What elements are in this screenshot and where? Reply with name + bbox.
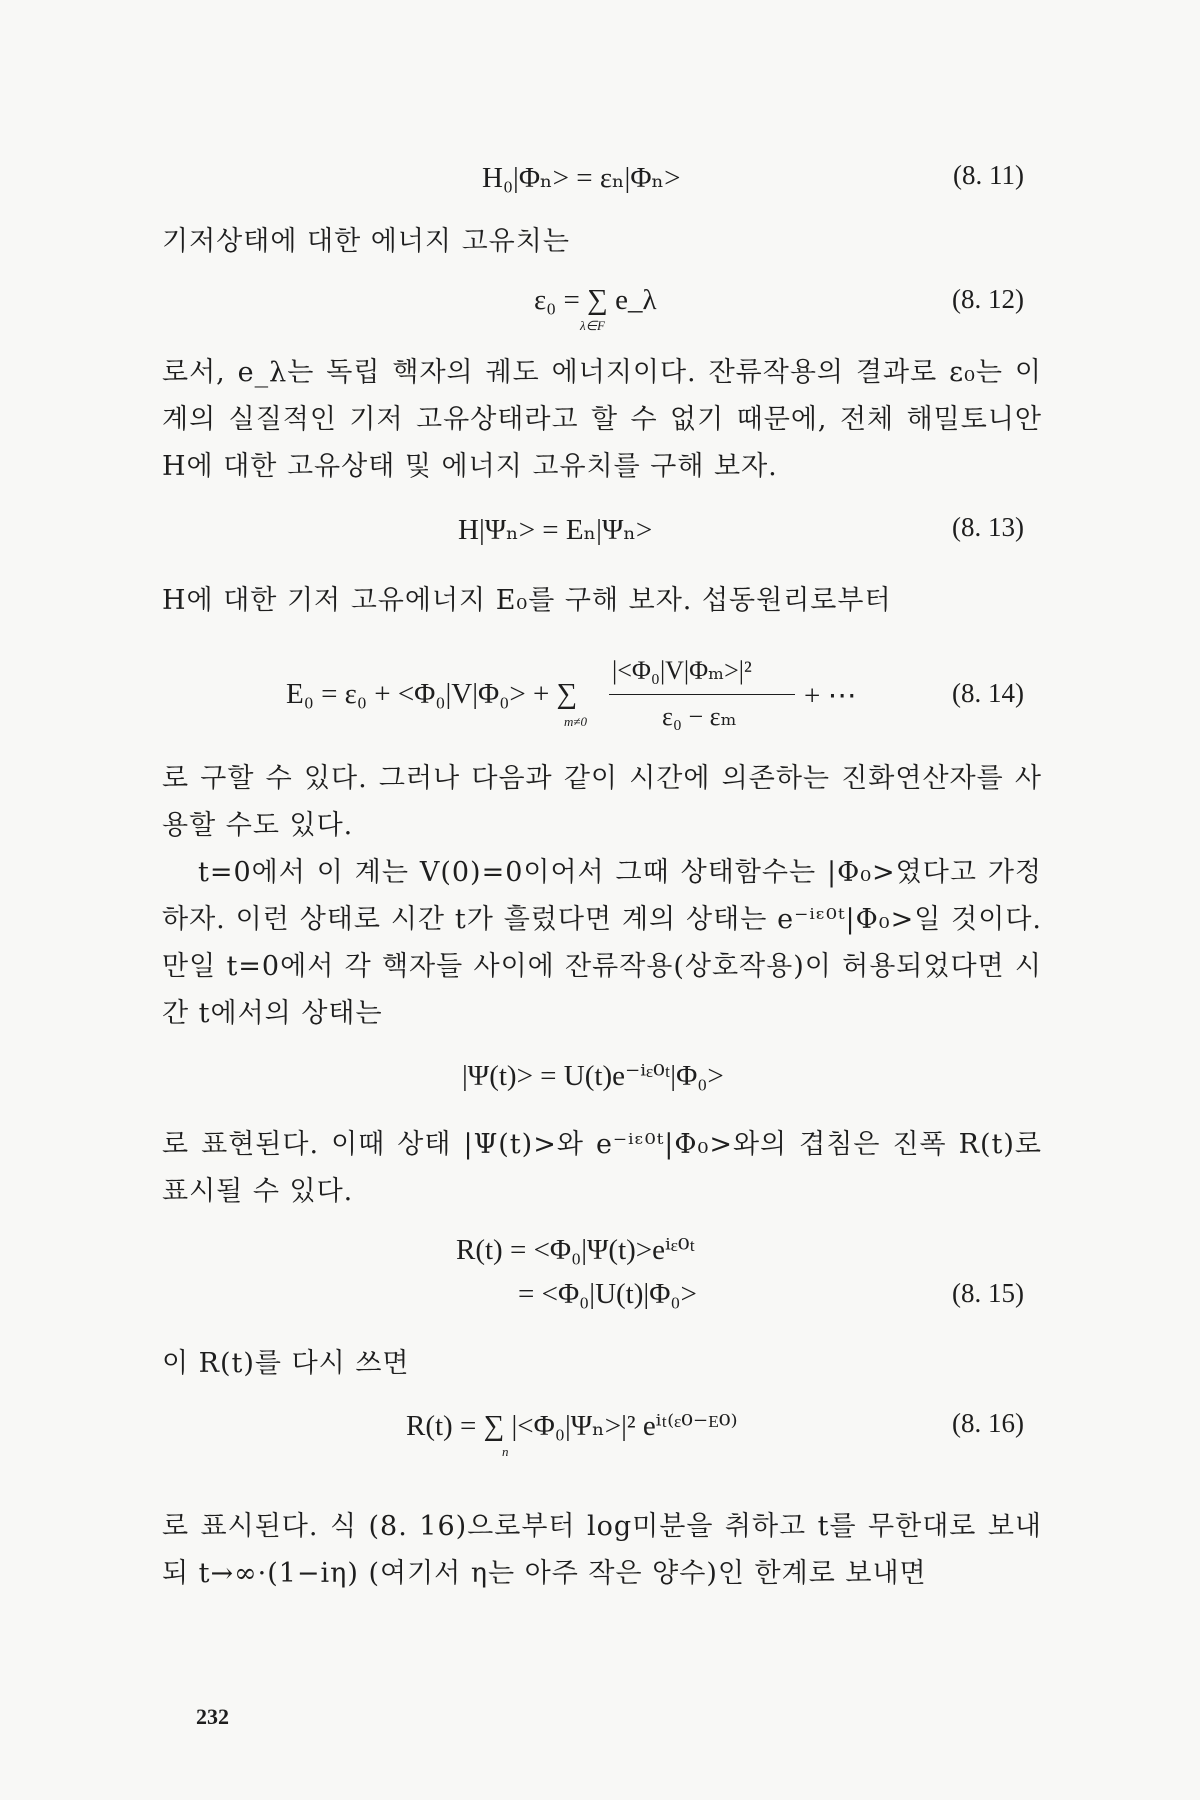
fraction-denominator: ε₀ − εₘ <box>662 702 737 731</box>
equation-number: (8. 14) <box>952 678 1024 708</box>
equation-8-16 <box>162 1408 1042 1478</box>
equation-8-15 <box>162 1232 1042 1322</box>
equation-number: (8. 13) <box>952 512 1024 542</box>
paragraph: 기저상태에 대한 에너지 고유치는 <box>162 226 570 257</box>
paragraph: 로 구할 수 있다. 그러나 다음과 같이 시간에 의존하는 진화연산자를 사용할 수도 있다. <box>162 763 1042 841</box>
equation-number: (8. 11) <box>953 160 1024 190</box>
equation-body: |Ψ(t)> = U(t)e⁻ⁱᵋ⁰ᵗ|Φ₀> <box>462 1060 724 1092</box>
summation-subscript: m≠0 <box>564 714 588 729</box>
fraction-numerator: |<Φ₀|V|Φₘ>|² <box>612 656 752 685</box>
equation-lhs: E₀ = ε₀ + <Φ₀|V|Φ₀> + ∑ <box>286 678 578 710</box>
equation-body: R(t) = ∑ |<Φ₀|Ψₙ>|² eⁱᵗ⁽ᵋ⁰⁻ᴱ⁰⁾ <box>406 1410 738 1442</box>
equation-body: ε₀ = ∑ e_λ <box>534 284 657 316</box>
equation-8-11 <box>162 160 1042 200</box>
summation-subscript: n <box>502 1444 509 1459</box>
equation-body: H₀|Φₙ> = εₙ|Φₙ> <box>482 162 681 194</box>
summation-subscript: λ∈F <box>580 318 605 333</box>
paragraph: 로 표시된다. 식 (8. 16)으로부터 log미분을 취하고 t를 무한대로 보내되 t→∞·(1−iη) (여기서 η는 아주 작은 양수)인 한계로 보내면 <box>162 1511 1042 1589</box>
fraction-bar <box>609 694 795 695</box>
paragraph: 이 R(t)를 다시 쓰면 <box>162 1348 410 1379</box>
paragraph: H에 대한 기저 고유에너지 E₀를 구해 보자. 섭동원리로부터 <box>162 585 892 616</box>
paragraph: t=0에서 이 계는 V(0)=0이어서 그때 상태함수는 |Φ₀>였다고 가정하자. 이런 상태로 시간 t가 흘렀다면 계의 상태는 e⁻ⁱᵋ⁰ᵗ|Φ₀>일 것이다. 만일 t=0에서 각 핵자들 사이에 잔류작용(상호작용)이 허용되었다면 시간 t에서의 상태는 <box>162 857 1042 1029</box>
equation-8-13 <box>162 512 1042 552</box>
equation-psi-t <box>162 1058 1042 1098</box>
equation-body: H|Ψₙ> = Eₙ|Ψₙ> <box>458 514 653 546</box>
equation-tail: + ⋯ <box>804 680 857 712</box>
paragraph: 로서, e_λ는 독립 핵자의 궤도 에너지이다. 잔류작용의 결과로 ε₀는 이 계의 실질적인 기저 고유상태라고 할 수 없기 때문에, 전체 해밀토니안 H에 대한 고유상태 및 에너지 고유치를 구해 보자. <box>162 357 1042 482</box>
paragraph: 로 표현된다. 이때 상태 |Ψ(t)>와 e⁻ⁱᵋ⁰ᵗ|Φ₀>와의 겹침은 진폭 R(t)로 표시될 수 있다. <box>162 1129 1042 1207</box>
equation-number: (8. 16) <box>952 1408 1024 1438</box>
equation-number: (8. 12) <box>952 284 1024 314</box>
equation-8-14 <box>162 650 1042 731</box>
equation-line-1: R(t) = <Φ₀|Ψ(t)>eⁱᵋ⁰ᵗ <box>456 1234 696 1266</box>
equation-number: (8. 15) <box>952 1278 1024 1308</box>
page-number: 232 <box>196 1704 229 1729</box>
equation-8-12 <box>162 284 1042 344</box>
equation-line-2: = <Φ₀|U(t)|Φ₀> <box>518 1278 697 1310</box>
